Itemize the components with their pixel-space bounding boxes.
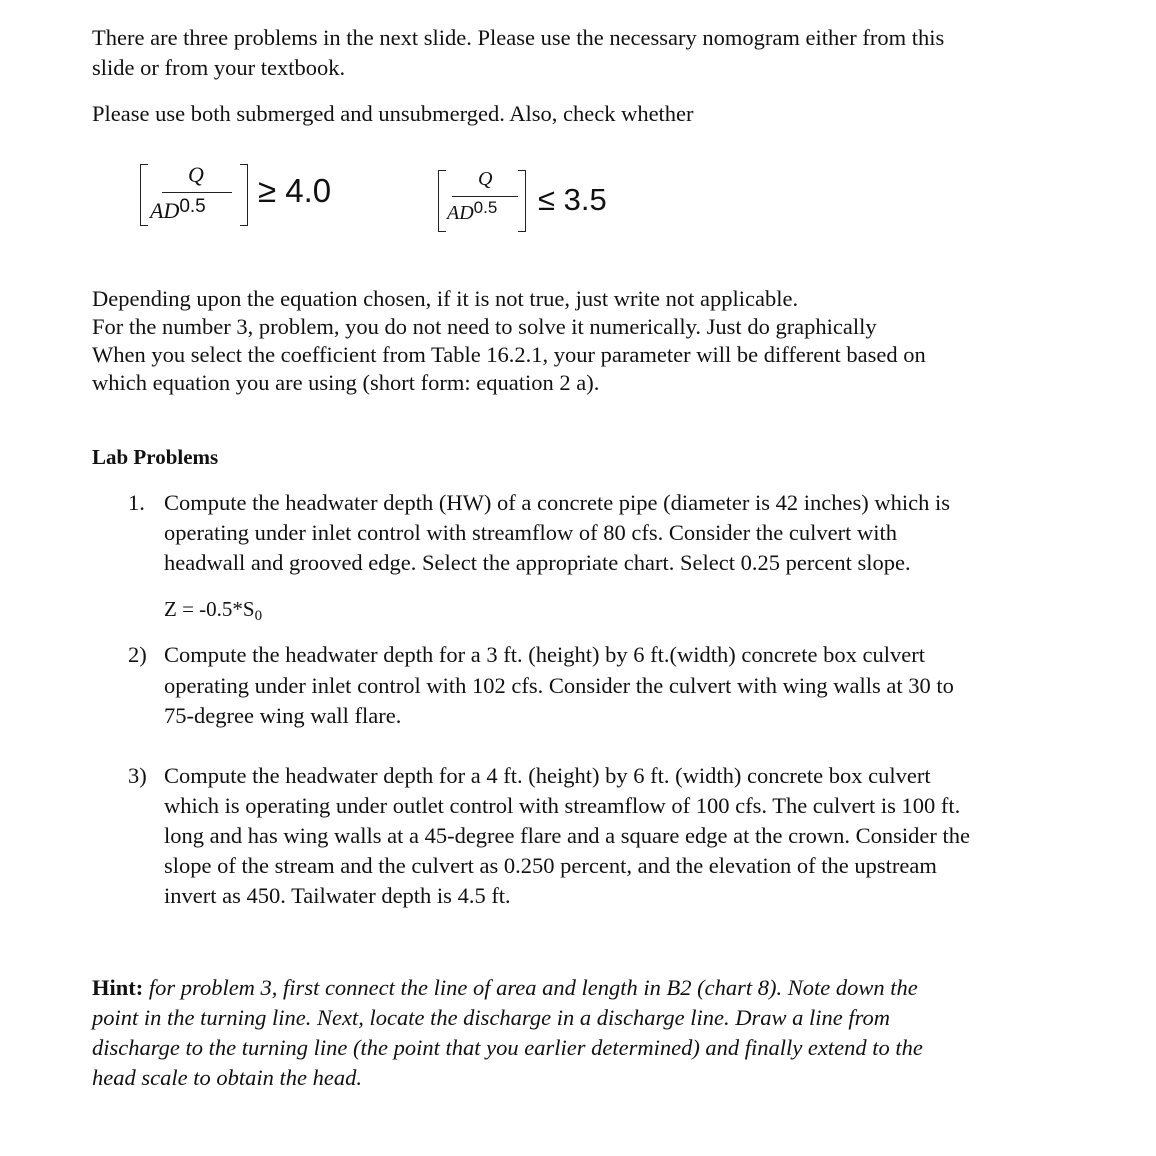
intro-line-1: There are three problems in the next slide. Please use the necessary nomogram either from this (92, 25, 945, 50)
hint-line-2: point in the turning line. Next, locate the discharge in a discharge line. Draw a line from (92, 1005, 891, 1030)
problem-3-line-4: slope of the stream and the culvert as 0.250 percent, and the elevation of the upstream (164, 853, 937, 878)
relation-le: ≤ 3.5 (538, 182, 607, 217)
fraction-numerator: Q (478, 168, 493, 190)
equation-1 (140, 158, 370, 238)
problem-2-line-2: operating under inlet control with 102 cfs. Consider the culvert with wing walls at 30 to (164, 673, 954, 698)
problem-3-marker: 3) (128, 763, 147, 788)
intro-line-2: slide or from your textbook. (92, 55, 346, 80)
bracket-right (518, 170, 526, 232)
problem-1-line-3: headwall and grooved edge. Select the appropriate chart. Select 0.25 percent slope. (164, 550, 911, 575)
problem-1-formula (164, 594, 262, 627)
problem-1-marker: 1. (128, 490, 145, 515)
fraction-denominator (447, 198, 498, 225)
denominator-base: AD (447, 202, 474, 224)
note-line-3: When you select the coefficient from Table 16.2.1, your parameter will be different based on (92, 342, 926, 367)
problem-2-marker: 2) (128, 642, 147, 667)
lab-heading: Lab Problems (92, 445, 219, 469)
note-line-2: For the number 3, problem, you do not need to solve it numerically. Just do graphically (92, 314, 877, 339)
denominator-exponent: 0.5 (473, 198, 498, 217)
hint-text-1: for problem 3, first connect the line of area and length in B2 (chart 8). Note down the (143, 975, 918, 1000)
fraction-bar (162, 192, 232, 193)
problem-3-line-1: Compute the headwater depth for a 4 ft. (height) by 6 ft. (width) concrete box culvert (164, 763, 931, 788)
denominator-base: AD (150, 198, 180, 223)
hint-line-1 (92, 973, 918, 1003)
bracket-right (240, 164, 248, 226)
fraction-numerator: Q (188, 162, 204, 187)
denominator-exponent: 0.5 (179, 196, 206, 217)
bracket-left (438, 170, 446, 232)
hint-line-4: head scale to obtain the head. (92, 1065, 362, 1090)
note-line-1: Depending upon the equation chosen, if it is not true, just write not applicable. (92, 286, 799, 311)
formula-text: Z = -0.5*S (164, 597, 255, 621)
hint-label: Hint: (92, 975, 144, 1000)
problem-3-line-2: which is operating under outlet control with streamflow of 100 cfs. The culvert is 100 ft. (164, 793, 961, 818)
problem-3-line-5: invert as 450. Tailwater depth is 4.5 ft. (164, 883, 511, 908)
intro-line-3: Please use both submerged and unsubmerged. Also, check whether (92, 101, 694, 126)
relation-ge: ≥ 4.0 (258, 172, 332, 209)
formula-subscript: 0 (254, 608, 263, 624)
note-line-4: which equation you are using (short form: equation 2 a). (92, 370, 600, 395)
problem-3-line-3: long and has wing walls at a 45-degree flare and a square edge at the crown. Consider the (164, 823, 970, 848)
problem-2-line-1: Compute the headwater depth for a 3 ft. (height) by 6 ft.(width) concrete box culvert (164, 642, 925, 667)
bracket-left (140, 164, 148, 226)
hint-line-3: discharge to the turning line (the point that you earlier determined) and finally extend to the (92, 1035, 923, 1060)
equation-2 (438, 168, 658, 240)
problem-1-line-2: operating under inlet control with streamflow of 80 cfs. Consider the culvert with (164, 520, 897, 545)
problem-2-line-3: 75-degree wing wall flare. (164, 703, 402, 728)
fraction-denominator (150, 198, 206, 224)
problem-1-line-1: Compute the headwater depth (HW) of a concrete pipe (diameter is 42 inches) which is (164, 490, 950, 515)
